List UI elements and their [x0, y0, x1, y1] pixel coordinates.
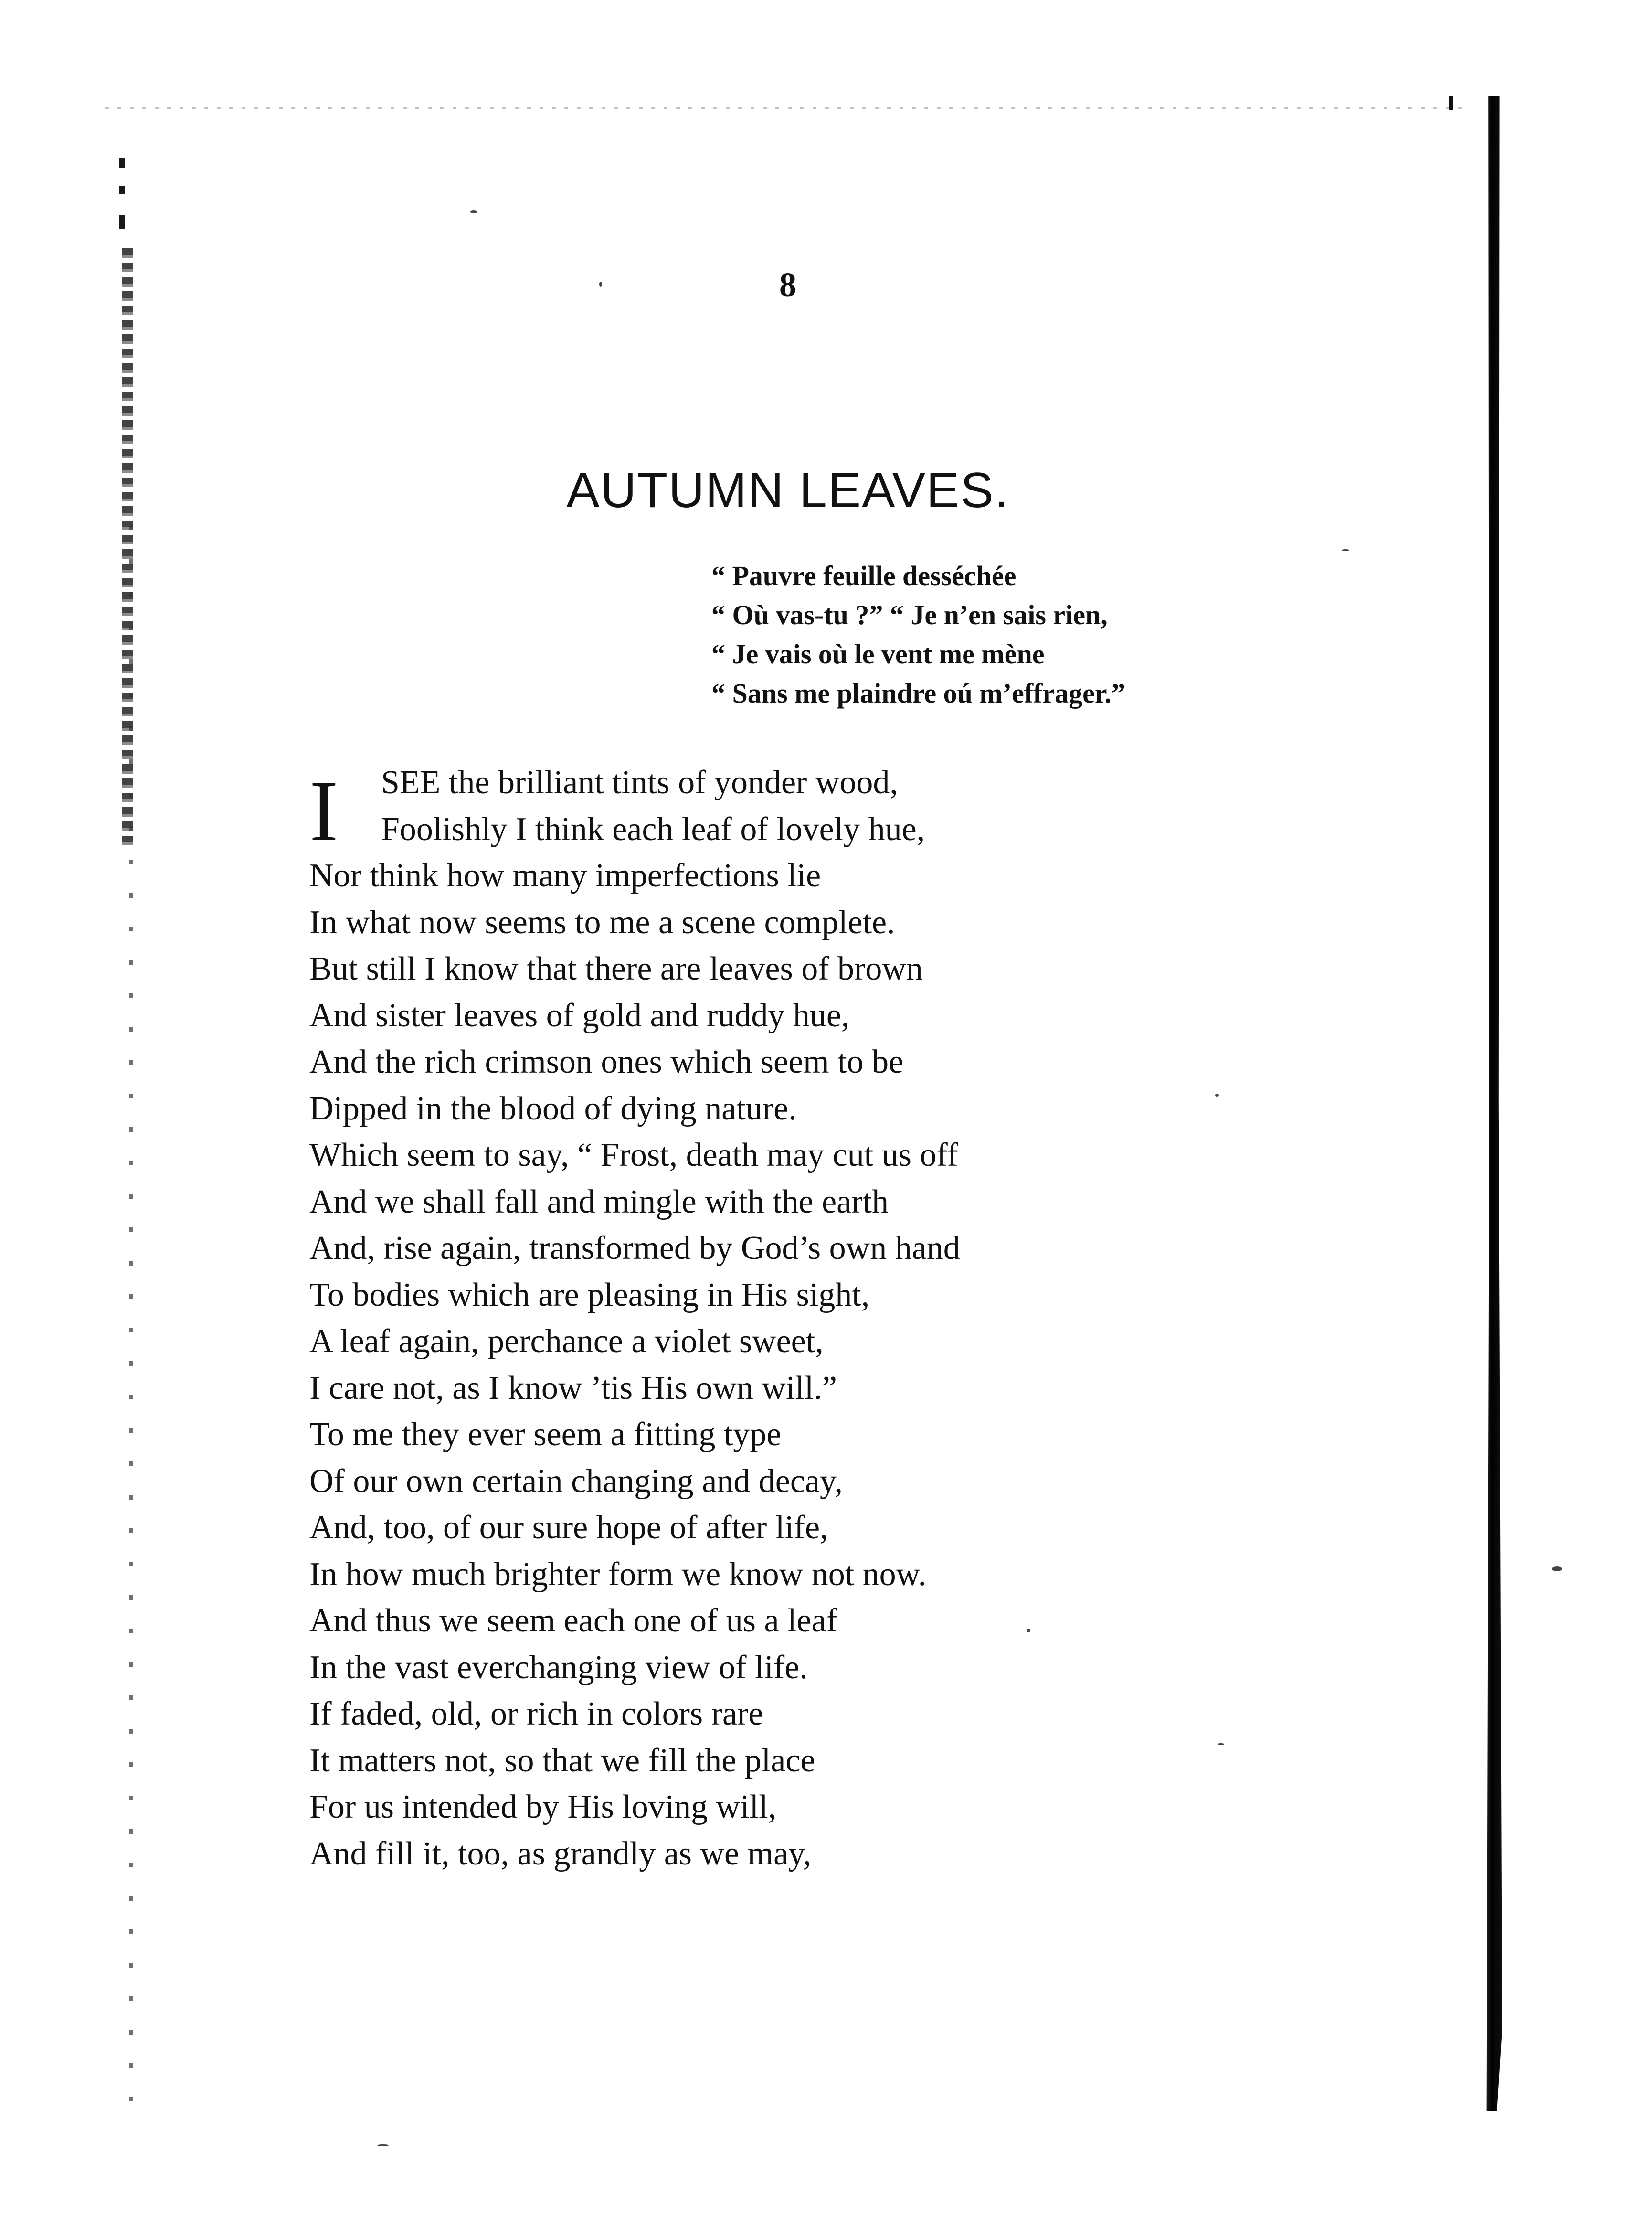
poem-line: Which seem to say, “ Frost, death may cut us off [309, 1137, 958, 1173]
scan-speck [599, 282, 602, 287]
poem-line: But still I know that there are leaves of brown [309, 950, 923, 987]
poem-line: And fill it, too, as grandly as we may, [309, 1835, 812, 1872]
poem-body [309, 759, 1431, 1877]
scan-speck [1342, 549, 1349, 551]
epigraph-line: “ Sans me plaindre oú m’effrager.” [711, 678, 1125, 709]
binding-mark [119, 215, 125, 229]
poem-line: In how much brighter form we know not now. [309, 1555, 927, 1593]
poem-line: And thus we seem each one of us a leaf [309, 1602, 837, 1639]
scan-top-edge [105, 107, 1466, 109]
poem-line: Dipped in the blood of dying nature. [309, 1090, 797, 1127]
scan-speck [470, 210, 477, 213]
poem-line: And the rich crimson ones which seem to be [309, 1044, 904, 1080]
poem-line: And we shall fall and mingle with the earth [309, 1183, 889, 1220]
poem-line: Of our own certain changing and decay, [309, 1462, 843, 1500]
page-number: 8 [779, 266, 796, 304]
poem-line: In the vast everchanging view of life. [309, 1649, 808, 1686]
poem-line-text: SEE the brilliant tints of yonder wood, [381, 764, 898, 801]
scan-mark [1449, 96, 1453, 110]
poem-line: Foolishly I think each leaf of lovely hue, [381, 810, 925, 848]
poem-line: It matters not, so that we fill the place [309, 1742, 815, 1779]
poem-line: A leaf again, perchance a violet sweet, [309, 1323, 824, 1360]
drop-cap: I [309, 763, 339, 859]
binding-dots [129, 525, 133, 2101]
scan-right-edge [1485, 96, 1502, 2111]
poem-line: In what now seems to me a scene complete. [309, 904, 895, 941]
scan-speck [377, 2144, 389, 2146]
poem-line: And, rise again, transformed by God’s own hand [309, 1230, 960, 1267]
scan-binding-edge [119, 143, 148, 2125]
scan-speck [1552, 1566, 1562, 1571]
binding-mark [119, 158, 125, 168]
epigraph [711, 556, 1237, 713]
poem-line: And, too, of our sure hope of after life, [309, 1509, 828, 1546]
epigraph-line: “ Où vas-tu ?” “ Je n’en sais rien, [711, 599, 1108, 630]
epigraph-line: “ Pauvre feuille desséchée [711, 560, 1017, 591]
poem-line: Nor think how many imperfections lie [309, 857, 821, 894]
epigraph-line: “ Je vais où le vent me mène [711, 639, 1045, 670]
binding-mark [119, 186, 125, 194]
poem-line: I care not, as I know ’tis His own will.” [309, 1369, 837, 1406]
poem-line: For us intended by His loving will, [309, 1789, 777, 1825]
poem-line: To bodies which are pleasing in His sight, [309, 1276, 870, 1313]
poem-line: And sister leaves of gold and ruddy hue, [309, 997, 850, 1034]
poem-line: If faded, old, or rich in colors rare [309, 1695, 763, 1732]
poem-title: AUTUMN LEAVES. [566, 463, 1009, 518]
poem-line: To me they ever seem a fitting type [309, 1416, 782, 1453]
